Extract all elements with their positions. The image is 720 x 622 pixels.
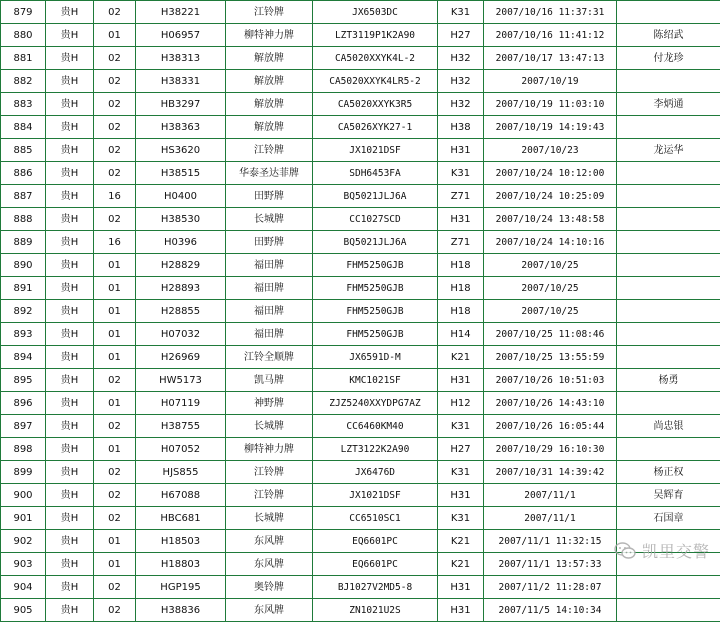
table-row bbox=[1, 24, 720, 47]
watermark-text: 凯里交警 bbox=[642, 539, 710, 562]
model-cell: CC1027SCD bbox=[313, 208, 438, 231]
table-row bbox=[1, 461, 720, 484]
region-cell: 贵H bbox=[46, 438, 94, 461]
registration-date-cell: 2007/10/26 10:51:03 bbox=[484, 369, 617, 392]
plate-number-cell: H38363 bbox=[136, 116, 226, 139]
registration-date-cell: 2007/11/1 13:57:33 bbox=[484, 553, 617, 576]
plate-number-cell: H38331 bbox=[136, 70, 226, 93]
plate-number-cell: HW5173 bbox=[136, 369, 226, 392]
region-cell: 贵H bbox=[46, 70, 94, 93]
region-cell: 贵H bbox=[46, 415, 94, 438]
brand-cell: 福田牌 bbox=[226, 254, 313, 277]
plate-type-cell: 02 bbox=[94, 47, 136, 70]
plate-type-cell: 02 bbox=[94, 369, 136, 392]
vehicle-class-cell: H14 bbox=[438, 323, 484, 346]
plate-number-cell: H38515 bbox=[136, 162, 226, 185]
vehicle-class-cell: Z71 bbox=[438, 185, 484, 208]
plate-number-cell: H28855 bbox=[136, 300, 226, 323]
table-row bbox=[1, 185, 720, 208]
plate-type-cell: 02 bbox=[94, 576, 136, 599]
watermark bbox=[614, 539, 710, 562]
row-number-cell: 885 bbox=[1, 139, 46, 162]
model-cell: BQ5021JLJ6A bbox=[313, 231, 438, 254]
plate-number-cell: HBC681 bbox=[136, 507, 226, 530]
owner-cell bbox=[617, 254, 720, 277]
plate-type-cell: 02 bbox=[94, 484, 136, 507]
owner-cell bbox=[617, 438, 720, 461]
plate-type-cell: 01 bbox=[94, 300, 136, 323]
brand-cell: 柳特神力牌 bbox=[226, 24, 313, 47]
plate-type-cell: 01 bbox=[94, 346, 136, 369]
plate-type-cell: 01 bbox=[94, 392, 136, 415]
plate-number-cell: H38221 bbox=[136, 1, 226, 24]
plate-number-cell: H07119 bbox=[136, 392, 226, 415]
region-cell: 贵H bbox=[46, 162, 94, 185]
vehicle-class-cell: K31 bbox=[438, 507, 484, 530]
registration-date-cell: 2007/10/26 14:43:10 bbox=[484, 392, 617, 415]
plate-type-cell: 02 bbox=[94, 93, 136, 116]
model-cell: KMC1021SF bbox=[313, 369, 438, 392]
table-row bbox=[1, 277, 720, 300]
plate-number-cell: H26969 bbox=[136, 346, 226, 369]
model-cell: JX6476D bbox=[313, 461, 438, 484]
region-cell: 贵H bbox=[46, 576, 94, 599]
region-cell: 贵H bbox=[46, 208, 94, 231]
plate-number-cell: H38755 bbox=[136, 415, 226, 438]
owner-cell: 龙运华 bbox=[617, 139, 720, 162]
row-number-cell: 889 bbox=[1, 231, 46, 254]
brand-cell: 福田牌 bbox=[226, 323, 313, 346]
brand-cell: 凯马牌 bbox=[226, 369, 313, 392]
plate-number-cell: HB3297 bbox=[136, 93, 226, 116]
brand-cell: 柳特神力牌 bbox=[226, 438, 313, 461]
row-number-cell: 890 bbox=[1, 254, 46, 277]
region-cell: 贵H bbox=[46, 346, 94, 369]
registration-date-cell: 2007/10/16 11:41:12 bbox=[484, 24, 617, 47]
registration-date-cell: 2007/10/23 bbox=[484, 139, 617, 162]
registration-date-cell: 2007/10/25 11:08:46 bbox=[484, 323, 617, 346]
table-row bbox=[1, 415, 720, 438]
plate-number-cell: H28893 bbox=[136, 277, 226, 300]
plate-type-cell: 02 bbox=[94, 1, 136, 24]
owner-cell bbox=[617, 208, 720, 231]
owner-cell bbox=[617, 392, 720, 415]
plate-number-cell: H18803 bbox=[136, 553, 226, 576]
brand-cell: 福田牌 bbox=[226, 277, 313, 300]
vehicle-class-cell: H31 bbox=[438, 208, 484, 231]
region-cell: 贵H bbox=[46, 277, 94, 300]
vehicle-class-cell: H27 bbox=[438, 438, 484, 461]
table-row bbox=[1, 507, 720, 530]
brand-cell: 江铃牌 bbox=[226, 461, 313, 484]
table-row bbox=[1, 47, 720, 70]
owner-cell: 石国章 bbox=[617, 507, 720, 530]
plate-type-cell: 02 bbox=[94, 116, 136, 139]
plate-number-cell: H0400 bbox=[136, 185, 226, 208]
registration-date-cell: 2007/10/16 11:37:31 bbox=[484, 1, 617, 24]
vehicle-class-cell: K31 bbox=[438, 162, 484, 185]
row-number-cell: 891 bbox=[1, 277, 46, 300]
registration-date-cell: 2007/10/24 14:10:16 bbox=[484, 231, 617, 254]
vehicle-class-cell: K21 bbox=[438, 553, 484, 576]
registration-date-cell: 2007/10/17 13:47:13 bbox=[484, 47, 617, 70]
table-row bbox=[1, 576, 720, 599]
row-number-cell: 880 bbox=[1, 24, 46, 47]
row-number-cell: 881 bbox=[1, 47, 46, 70]
vehicle-class-cell: K21 bbox=[438, 530, 484, 553]
brand-cell: 东风牌 bbox=[226, 530, 313, 553]
table-row bbox=[1, 300, 720, 323]
row-number-cell: 879 bbox=[1, 1, 46, 24]
vehicle-class-cell: H12 bbox=[438, 392, 484, 415]
row-number-cell: 905 bbox=[1, 599, 46, 622]
registration-date-cell: 2007/10/19 bbox=[484, 70, 617, 93]
plate-type-cell: 01 bbox=[94, 24, 136, 47]
model-cell: CC6510SC1 bbox=[313, 507, 438, 530]
vehicle-class-cell: K21 bbox=[438, 346, 484, 369]
registration-date-cell: 2007/10/19 14:19:43 bbox=[484, 116, 617, 139]
region-cell: 贵H bbox=[46, 507, 94, 530]
plate-type-cell: 02 bbox=[94, 507, 136, 530]
row-number-cell: 898 bbox=[1, 438, 46, 461]
brand-cell: 田野牌 bbox=[226, 231, 313, 254]
plate-number-cell: H67088 bbox=[136, 484, 226, 507]
brand-cell: 江铃牌 bbox=[226, 484, 313, 507]
owner-cell: 杨正权 bbox=[617, 461, 720, 484]
table-row bbox=[1, 438, 720, 461]
brand-cell: 长城牌 bbox=[226, 507, 313, 530]
registration-date-cell: 2007/10/24 10:25:09 bbox=[484, 185, 617, 208]
model-cell: CC6460KM40 bbox=[313, 415, 438, 438]
model-cell: ZJZ5240XXYDPG7AZ bbox=[313, 392, 438, 415]
row-number-cell: 887 bbox=[1, 185, 46, 208]
plate-number-cell: HS3620 bbox=[136, 139, 226, 162]
registration-date-cell: 2007/10/31 14:39:42 bbox=[484, 461, 617, 484]
region-cell: 贵H bbox=[46, 484, 94, 507]
row-number-cell: 888 bbox=[1, 208, 46, 231]
plate-type-cell: 02 bbox=[94, 599, 136, 622]
owner-cell bbox=[617, 1, 720, 24]
row-number-cell: 901 bbox=[1, 507, 46, 530]
plate-type-cell: 02 bbox=[94, 415, 136, 438]
vehicle-class-cell: H18 bbox=[438, 300, 484, 323]
owner-cell bbox=[617, 300, 720, 323]
table-row bbox=[1, 484, 720, 507]
region-cell: 贵H bbox=[46, 185, 94, 208]
row-number-cell: 900 bbox=[1, 484, 46, 507]
table-row bbox=[1, 553, 720, 576]
vehicle-class-cell: H38 bbox=[438, 116, 484, 139]
row-number-cell: 894 bbox=[1, 346, 46, 369]
owner-cell bbox=[617, 185, 720, 208]
registration-date-cell: 2007/10/19 11:03:10 bbox=[484, 93, 617, 116]
vehicle-class-cell: K31 bbox=[438, 461, 484, 484]
plate-type-cell: 01 bbox=[94, 323, 136, 346]
row-number-cell: 902 bbox=[1, 530, 46, 553]
row-number-cell: 886 bbox=[1, 162, 46, 185]
model-cell: EQ6601PC bbox=[313, 553, 438, 576]
registration-date-cell: 2007/11/1 bbox=[484, 507, 617, 530]
brand-cell: 解放牌 bbox=[226, 93, 313, 116]
owner-cell: 李炳通 bbox=[617, 93, 720, 116]
vehicle-class-cell: Z71 bbox=[438, 231, 484, 254]
table-row bbox=[1, 139, 720, 162]
model-cell: LZT3122K2A90 bbox=[313, 438, 438, 461]
row-number-cell: 899 bbox=[1, 461, 46, 484]
region-cell: 贵H bbox=[46, 24, 94, 47]
plate-type-cell: 16 bbox=[94, 185, 136, 208]
plate-number-cell: H07052 bbox=[136, 438, 226, 461]
owner-cell bbox=[617, 277, 720, 300]
brand-cell: 东风牌 bbox=[226, 599, 313, 622]
table-row bbox=[1, 346, 720, 369]
region-cell: 贵H bbox=[46, 599, 94, 622]
region-cell: 贵H bbox=[46, 93, 94, 116]
brand-cell: 华泰圣达菲牌 bbox=[226, 162, 313, 185]
vehicle-class-cell: H32 bbox=[438, 47, 484, 70]
registration-date-cell: 2007/10/24 10:12:00 bbox=[484, 162, 617, 185]
region-cell: 贵H bbox=[46, 530, 94, 553]
vehicle-class-cell: H31 bbox=[438, 576, 484, 599]
table-row bbox=[1, 1, 720, 24]
model-cell: CA5020XXYK3R5 bbox=[313, 93, 438, 116]
plate-type-cell: 02 bbox=[94, 208, 136, 231]
model-cell: BJ1027V2MD5-8 bbox=[313, 576, 438, 599]
vehicle-class-cell: H32 bbox=[438, 93, 484, 116]
table-row bbox=[1, 369, 720, 392]
table-row bbox=[1, 392, 720, 415]
table-row bbox=[1, 530, 720, 553]
vehicle-class-cell: H31 bbox=[438, 599, 484, 622]
plate-type-cell: 01 bbox=[94, 438, 136, 461]
row-number-cell: 896 bbox=[1, 392, 46, 415]
registration-date-cell: 2007/10/26 16:05:44 bbox=[484, 415, 617, 438]
registration-date-cell: 2007/10/29 16:10:30 bbox=[484, 438, 617, 461]
model-cell: FHM5250GJB bbox=[313, 254, 438, 277]
table-row bbox=[1, 162, 720, 185]
model-cell: BQ5021JLJ6A bbox=[313, 185, 438, 208]
plate-number-cell: H0396 bbox=[136, 231, 226, 254]
registration-date-cell: 2007/10/24 13:48:58 bbox=[484, 208, 617, 231]
plate-type-cell: 01 bbox=[94, 530, 136, 553]
region-cell: 贵H bbox=[46, 323, 94, 346]
vehicle-class-cell: H31 bbox=[438, 139, 484, 162]
vehicle-class-cell: H18 bbox=[438, 254, 484, 277]
table-row bbox=[1, 208, 720, 231]
plate-number-cell: H18503 bbox=[136, 530, 226, 553]
table-body bbox=[1, 1, 720, 622]
owner-cell bbox=[617, 346, 720, 369]
model-cell: SDH6453FA bbox=[313, 162, 438, 185]
vehicle-class-cell: K31 bbox=[438, 1, 484, 24]
region-cell: 贵H bbox=[46, 116, 94, 139]
brand-cell: 神野牌 bbox=[226, 392, 313, 415]
row-number-cell: 882 bbox=[1, 70, 46, 93]
model-cell: LZT3119P1K2A90 bbox=[313, 24, 438, 47]
registration-date-cell: 2007/11/1 bbox=[484, 484, 617, 507]
owner-cell: 吴辉育 bbox=[617, 484, 720, 507]
vehicle-class-cell: H27 bbox=[438, 24, 484, 47]
row-number-cell: 904 bbox=[1, 576, 46, 599]
registration-date-cell: 2007/10/25 bbox=[484, 300, 617, 323]
row-number-cell: 895 bbox=[1, 369, 46, 392]
model-cell: JX6591D-M bbox=[313, 346, 438, 369]
table-row bbox=[1, 93, 720, 116]
plate-number-cell: H07032 bbox=[136, 323, 226, 346]
region-cell: 贵H bbox=[46, 254, 94, 277]
region-cell: 贵H bbox=[46, 300, 94, 323]
brand-cell: 田野牌 bbox=[226, 185, 313, 208]
region-cell: 贵H bbox=[46, 369, 94, 392]
row-number-cell: 893 bbox=[1, 323, 46, 346]
plate-type-cell: 01 bbox=[94, 254, 136, 277]
row-number-cell: 883 bbox=[1, 93, 46, 116]
region-cell: 贵H bbox=[46, 47, 94, 70]
region-cell: 贵H bbox=[46, 392, 94, 415]
plate-number-cell: HGP195 bbox=[136, 576, 226, 599]
vehicle-class-cell: H31 bbox=[438, 369, 484, 392]
owner-cell bbox=[617, 576, 720, 599]
plate-number-cell: H38530 bbox=[136, 208, 226, 231]
brand-cell: 东风牌 bbox=[226, 553, 313, 576]
owner-cell: 陈绍武 bbox=[617, 24, 720, 47]
plate-type-cell: 16 bbox=[94, 231, 136, 254]
wechat-bubble-icon bbox=[614, 542, 636, 560]
model-cell: FHM5250GJB bbox=[313, 277, 438, 300]
plate-number-cell: H38836 bbox=[136, 599, 226, 622]
vehicle-class-cell: H32 bbox=[438, 70, 484, 93]
brand-cell: 江铃全顺牌 bbox=[226, 346, 313, 369]
region-cell: 贵H bbox=[46, 1, 94, 24]
owner-cell bbox=[617, 599, 720, 622]
owner-cell: 尚忠银 bbox=[617, 415, 720, 438]
plate-type-cell: 02 bbox=[94, 162, 136, 185]
model-cell: EQ6601PC bbox=[313, 530, 438, 553]
owner-cell bbox=[617, 116, 720, 139]
model-cell: ZN1021U2S bbox=[313, 599, 438, 622]
plate-type-cell: 02 bbox=[94, 139, 136, 162]
vehicle-class-cell: H18 bbox=[438, 277, 484, 300]
brand-cell: 福田牌 bbox=[226, 300, 313, 323]
brand-cell: 解放牌 bbox=[226, 70, 313, 93]
table-row bbox=[1, 323, 720, 346]
table-row bbox=[1, 231, 720, 254]
registration-date-cell: 2007/11/1 11:32:15 bbox=[484, 530, 617, 553]
brand-cell: 解放牌 bbox=[226, 47, 313, 70]
plate-number-cell: H06957 bbox=[136, 24, 226, 47]
model-cell: JX1021DSF bbox=[313, 484, 438, 507]
registration-date-cell: 2007/10/25 bbox=[484, 254, 617, 277]
table-row bbox=[1, 70, 720, 93]
brand-cell: 奥铃牌 bbox=[226, 576, 313, 599]
region-cell: 贵H bbox=[46, 139, 94, 162]
model-cell: CA5020XXYK4L-2 bbox=[313, 47, 438, 70]
brand-cell: 长城牌 bbox=[226, 415, 313, 438]
owner-cell: 杨勇 bbox=[617, 369, 720, 392]
model-cell: CA5026XYK27-1 bbox=[313, 116, 438, 139]
owner-cell bbox=[617, 323, 720, 346]
plate-number-cell: HJS855 bbox=[136, 461, 226, 484]
plate-type-cell: 02 bbox=[94, 70, 136, 93]
owner-cell bbox=[617, 231, 720, 254]
model-cell: JX1021DSF bbox=[313, 139, 438, 162]
model-cell: FHM5250GJB bbox=[313, 323, 438, 346]
brand-cell: 解放牌 bbox=[226, 116, 313, 139]
plate-type-cell: 02 bbox=[94, 461, 136, 484]
region-cell: 贵H bbox=[46, 553, 94, 576]
plate-type-cell: 01 bbox=[94, 553, 136, 576]
region-cell: 贵H bbox=[46, 231, 94, 254]
table-row bbox=[1, 599, 720, 622]
brand-cell: 江铃牌 bbox=[226, 1, 313, 24]
plate-type-cell: 01 bbox=[94, 277, 136, 300]
row-number-cell: 884 bbox=[1, 116, 46, 139]
model-cell: CA5020XXYK4LR5-2 bbox=[313, 70, 438, 93]
brand-cell: 江铃牌 bbox=[226, 139, 313, 162]
owner-cell: 付龙珍 bbox=[617, 47, 720, 70]
row-number-cell: 903 bbox=[1, 553, 46, 576]
table-row bbox=[1, 116, 720, 139]
table-row bbox=[1, 254, 720, 277]
registration-date-cell: 2007/10/25 bbox=[484, 277, 617, 300]
registration-date-cell: 2007/10/25 13:55:59 bbox=[484, 346, 617, 369]
model-cell: FHM5250GJB bbox=[313, 300, 438, 323]
region-cell: 贵H bbox=[46, 461, 94, 484]
owner-cell bbox=[617, 162, 720, 185]
registration-date-cell: 2007/11/2 11:28:07 bbox=[484, 576, 617, 599]
owner-cell bbox=[617, 70, 720, 93]
registration-date-cell: 2007/11/5 14:10:34 bbox=[484, 599, 617, 622]
plate-number-cell: H38313 bbox=[136, 47, 226, 70]
vehicle-class-cell: K31 bbox=[438, 415, 484, 438]
brand-cell: 长城牌 bbox=[226, 208, 313, 231]
row-number-cell: 897 bbox=[1, 415, 46, 438]
plate-number-cell: H28829 bbox=[136, 254, 226, 277]
row-number-cell: 892 bbox=[1, 300, 46, 323]
model-cell: JX6503DC bbox=[313, 1, 438, 24]
vehicle-class-cell: H31 bbox=[438, 484, 484, 507]
